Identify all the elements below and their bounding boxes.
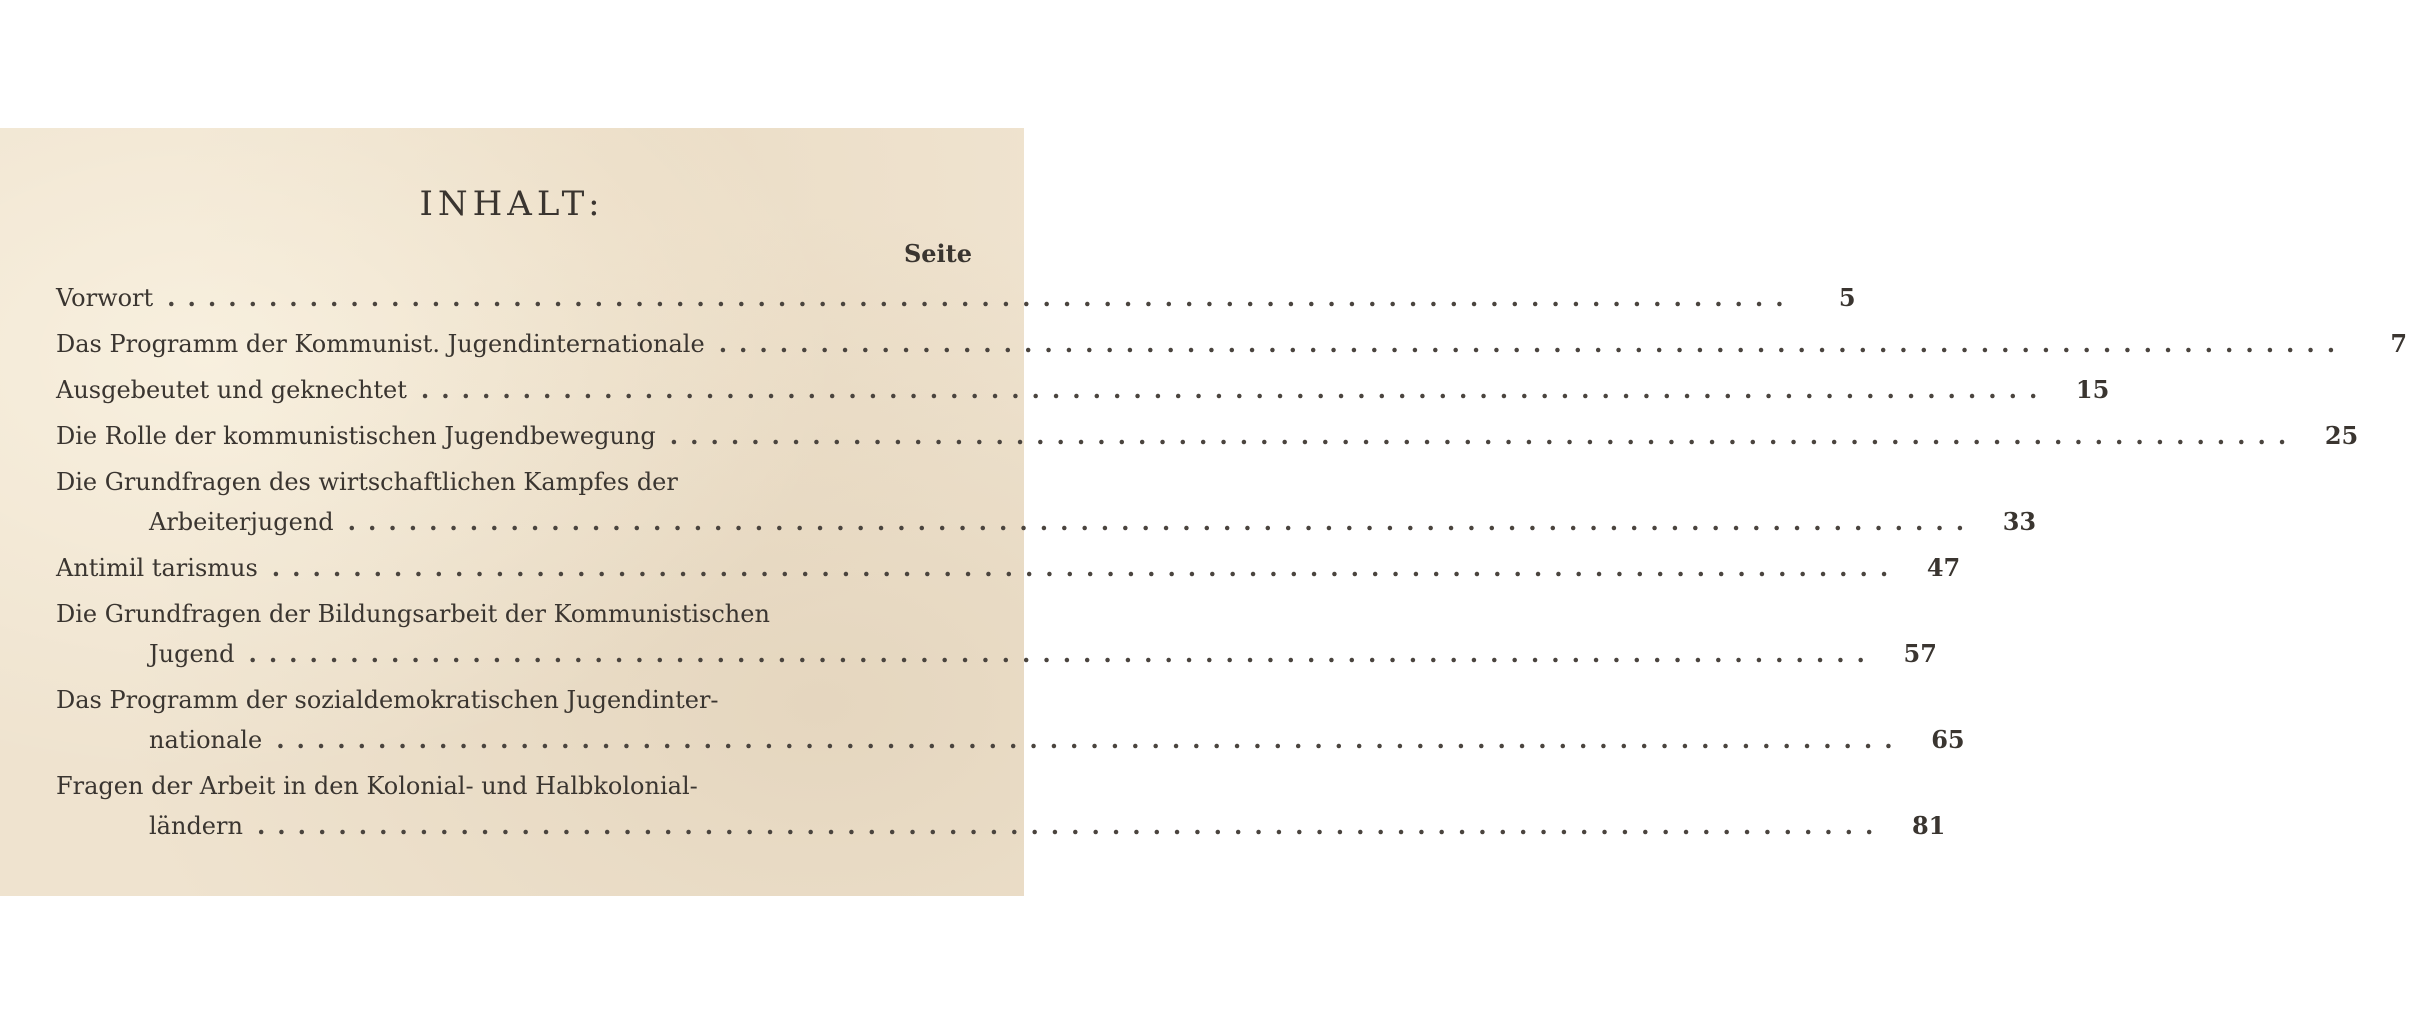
toc-entry-title: Ausgebeutet und geknechtet [56,376,407,404]
toc-entry-page: 25 [2324,421,2359,450]
toc-entry-title-continued: Arbeiterjugend [149,508,334,536]
toc-entry-title: Die Grundfragen des wirtschaftlichen Kampfes der [56,468,678,496]
toc-entry [56,462,2037,542]
toc-entry-page: 33 [2002,507,2037,536]
toc-entry-title: Die Rolle der kommunistischen Jugendbewegung [56,422,656,450]
toc-entry [56,548,1961,588]
toc-entry-page: 81 [1911,811,1946,840]
toc-entry-title-continued: nationale [149,726,263,754]
toc-entry-title: Antimil tarismus [56,554,258,582]
leader-dots: ................................................................................ [271,553,1901,582]
page-column-label: Seite [903,239,973,268]
toc-heading: INHALT: [419,184,605,224]
toc-entry-page: 65 [1931,725,1965,754]
toc-entry [56,416,2359,456]
toc-entry-page: 47 [1926,553,1961,582]
toc-entry-page: 7 [2390,329,2408,358]
toc-entry [56,594,1937,674]
leader-dots: ................................................................................ [167,283,1796,312]
leader-dots: ................................................................................ [420,375,2050,404]
table-of-contents [56,278,2408,852]
leader-dots: ................................................................................ [248,639,1877,668]
toc-entry-title: Vorwort [56,284,154,312]
toc-entry [56,278,1856,318]
leader-dots: ................................................................................ [718,329,2348,358]
toc-entry-title-continued: Jugend [149,640,235,668]
toc-entry-title: Fragen der Arbeit in den Kolonial- und Halbkolonial- [56,772,698,800]
leader-dots: ................................................................................ [669,421,2299,450]
toc-entry-title: Das Programm der Kommunist. Jugendinternationale [56,330,705,358]
toc-entry [56,324,2408,364]
toc-entry [56,766,1946,846]
book-page [0,128,2408,896]
toc-entry-page: 15 [2075,375,2110,404]
toc-entry-page: 57 [1903,639,1937,668]
toc-entry [56,680,1965,760]
toc-entry [56,370,2110,410]
leader-dots: ................................................................................ [276,725,1905,754]
leader-dots: ................................................................................ [256,811,1886,840]
toc-entry-title: Die Grundfragen der Bildungsarbeit der Kommunistischen [56,600,770,628]
toc-entry-page: 5 [1838,283,1856,312]
toc-entry-title-continued: ländern [149,812,243,840]
leader-dots: ................................................................................ [347,507,1977,536]
toc-entry-title: Das Programm der sozialdemokratischen Jugendinter- [56,686,719,714]
